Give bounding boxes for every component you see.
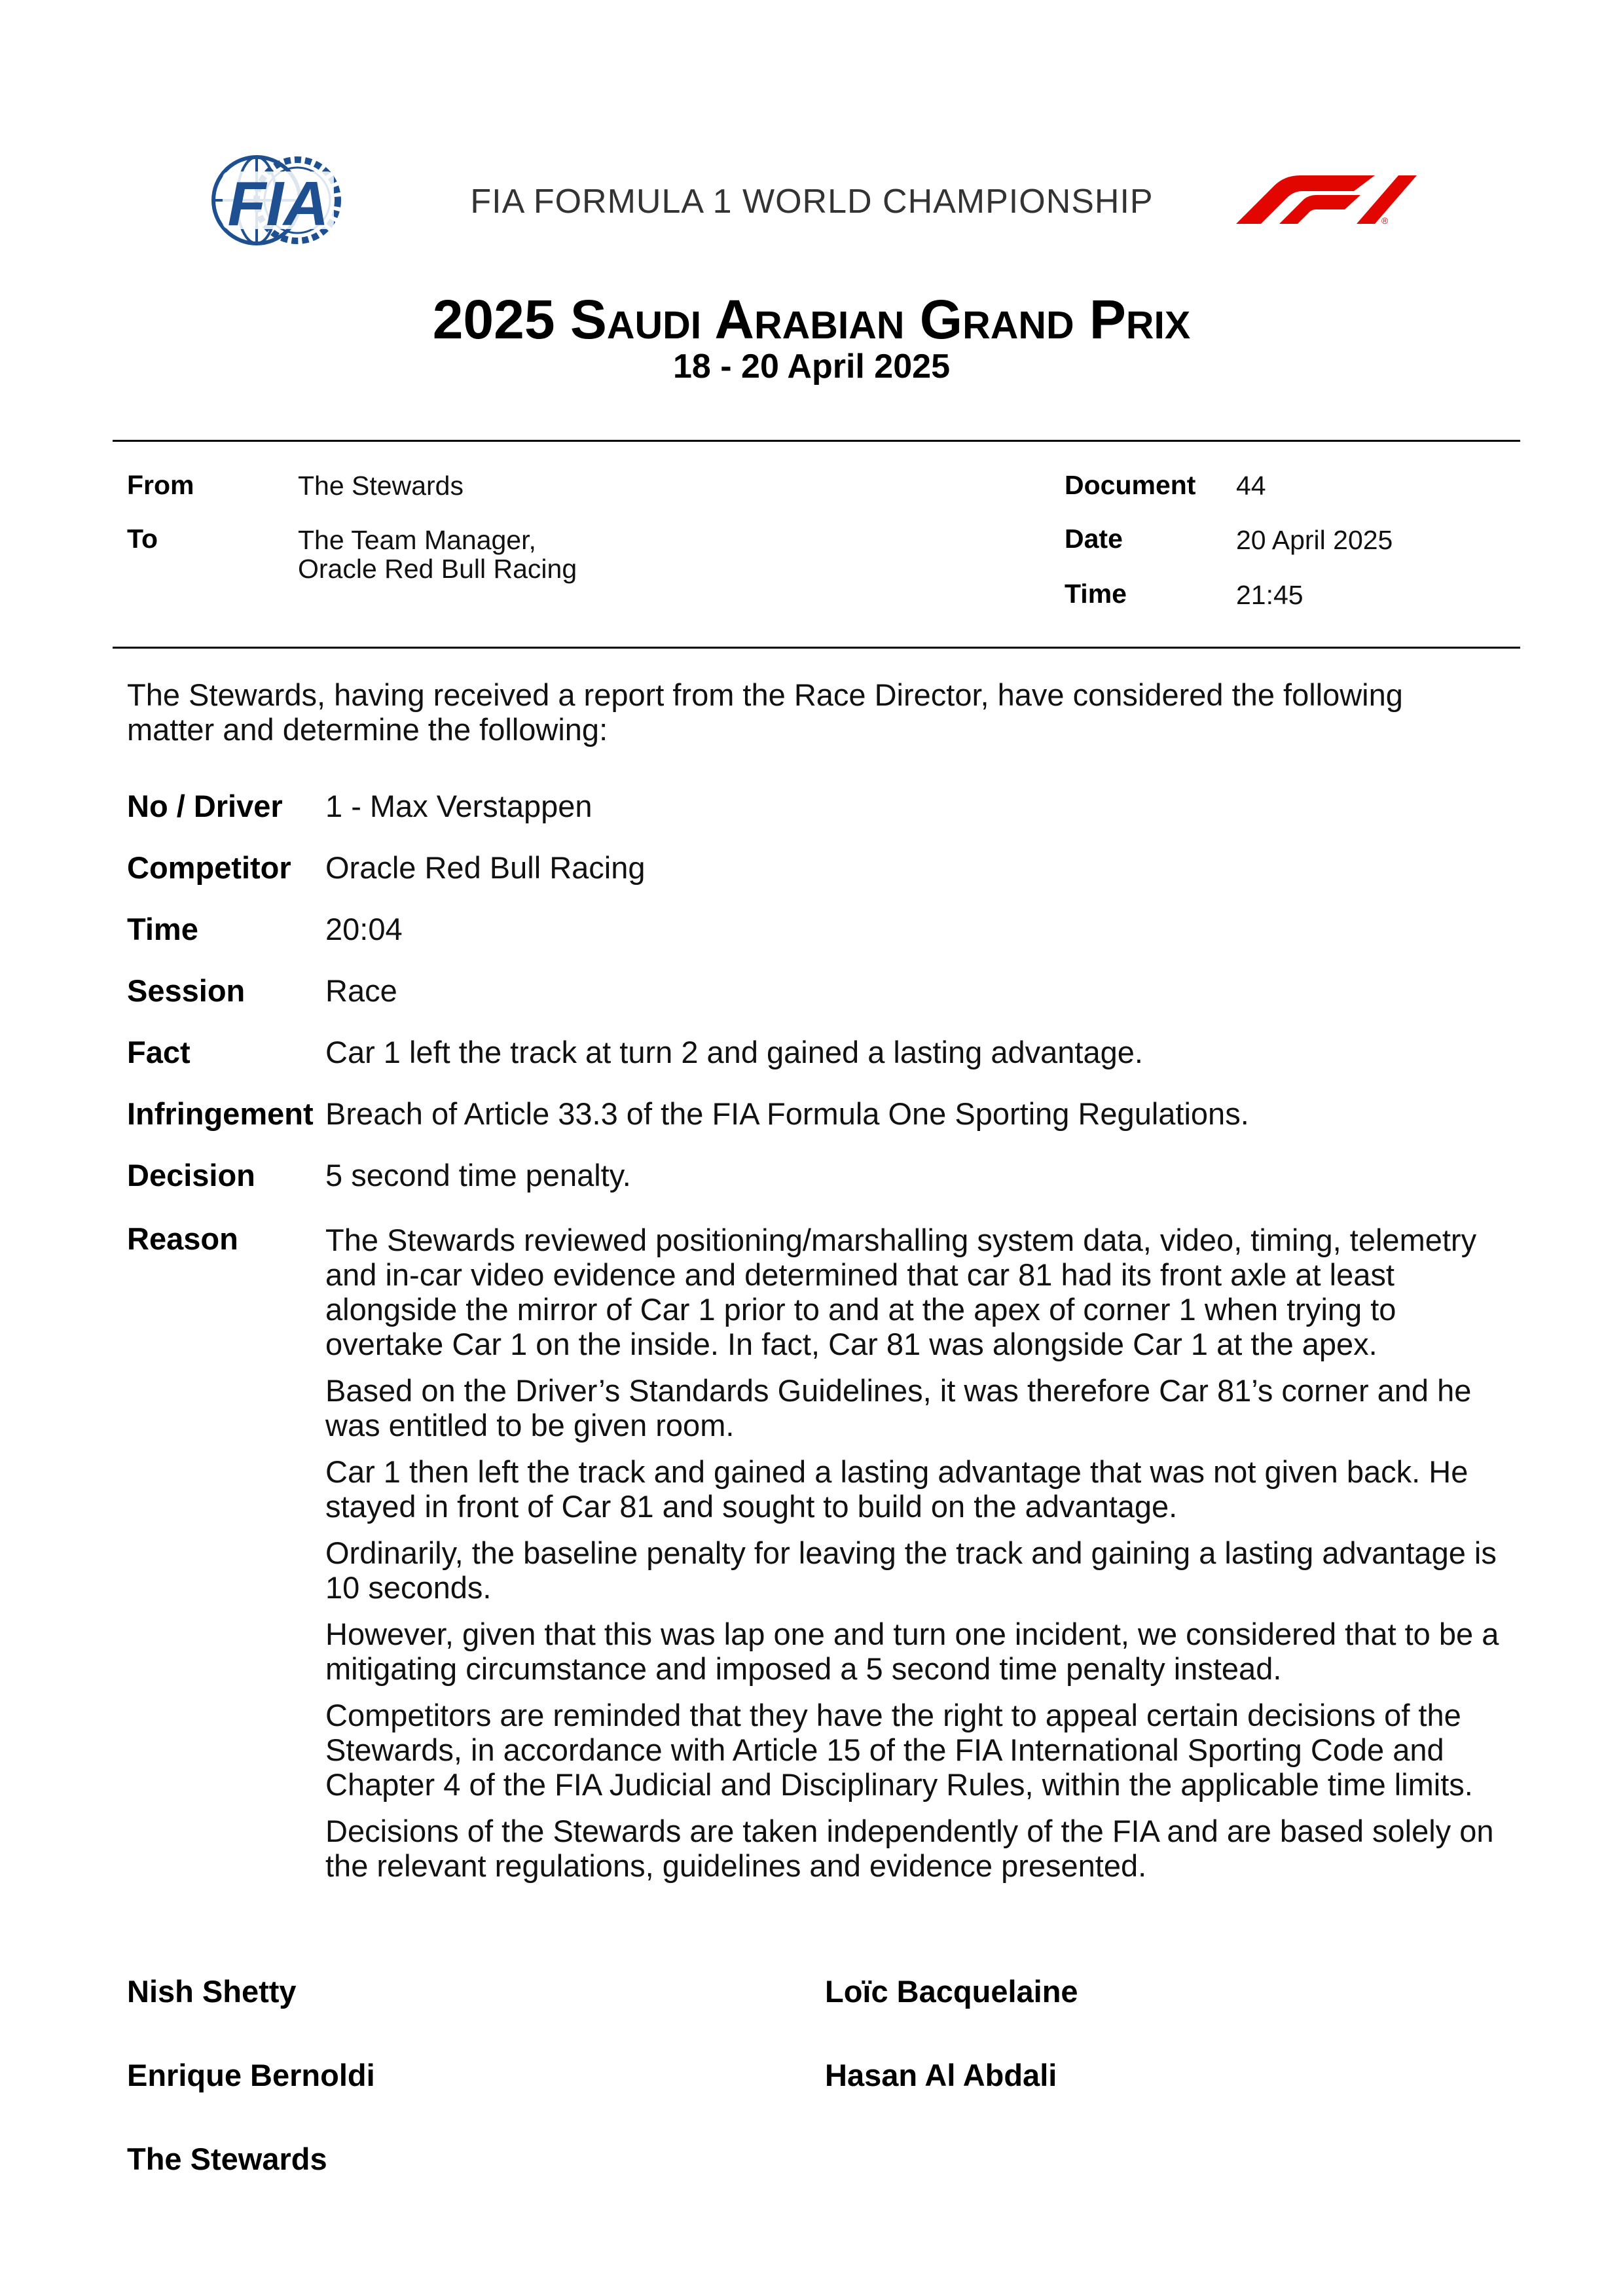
to-value	[298, 526, 577, 583]
decision-label: Decision	[127, 1158, 255, 1193]
stewards-footer: The Stewards	[127, 2142, 327, 2176]
document-value: 44	[1236, 471, 1266, 501]
date-label: Date	[1065, 524, 1123, 554]
fact-value: Car 1 left the track at turn 2 and gained a lasting advantage.	[325, 1035, 1143, 1069]
infringement-label: Infringement	[127, 1096, 314, 1131]
reason-paragraph: However, given that this was lap one and turn one incident, we considered that to be a mitigating circumstance and imposed a 5 second time penalty instead.	[325, 1617, 1499, 1686]
time-label: Time	[1065, 579, 1127, 609]
to-value-line2: Oracle Red Bull Racing	[298, 554, 577, 584]
to-label: To	[127, 524, 158, 554]
event-year: 2025	[432, 289, 555, 350]
date-value: 20 April 2025	[1236, 525, 1393, 555]
from-value: The Stewards	[298, 471, 464, 501]
event-name: Saudi Arabian Grand Prix	[570, 289, 1191, 350]
fact-label: Fact	[127, 1035, 191, 1069]
intro-text: The Stewards, having received a report from the Race Director, have considered the following matter and determine the following:	[127, 677, 1403, 747]
reason-paragraph: Decisions of the Stewards are taken independently of the FIA and are based solely on the relevant regulations, guidelines and evidence presented.	[325, 1814, 1494, 1883]
infringement-value: Breach of Article 33.3 of the FIA Formula One Sporting Regulations.	[325, 1096, 1249, 1131]
event-dates: 18 - 20 April 2025	[673, 348, 950, 386]
fia-logo	[208, 152, 347, 249]
incident-time-label: Time	[127, 912, 198, 946]
fia-logo-text: FIA	[227, 169, 329, 239]
session-value: Race	[325, 973, 397, 1008]
incident-time-value: 20:04	[325, 912, 403, 946]
f1-logo	[1223, 171, 1419, 226]
reason-paragraph: The Stewards reviewed positioning/marshalling system data, video, timing, telemetry and in-car video evidence and determined that car 81 had its front axle at least alongside the mirror of Car 1 prior to and at the apex of corner 1 when trying to overtake Car 1 on the inside. In fact, Car 81 was alongside Car 1 at the apex.	[325, 1223, 1477, 1361]
driver-value: 1 - Max Verstappen	[325, 789, 593, 823]
competitor-value: Oracle Red Bull Racing	[325, 850, 646, 885]
reason-text	[325, 1223, 1510, 1895]
signatory-1: Nish Shetty	[127, 1974, 297, 2009]
top-divider	[113, 440, 1520, 442]
reason-paragraph: Ordinarily, the baseline penalty for leaving the track and gaining a lasting advantage is 10 seconds.	[325, 1535, 1497, 1605]
to-value-line1: The Team Manager,	[298, 525, 536, 555]
document-label: Document	[1065, 470, 1196, 500]
signatory-3: Enrique Bernoldi	[127, 2058, 375, 2092]
time-value: 21:45	[1236, 580, 1304, 610]
reason-paragraph: Car 1 then left the track and gained a lasting advantage that was not given back. He stayed in front of Car 81 and sought to build on the advantage.	[325, 1454, 1468, 1524]
driver-label: No / Driver	[127, 789, 283, 823]
reason-label: Reason	[127, 1221, 238, 1256]
signatory-4: Hasan Al Abdali	[825, 2058, 1057, 2092]
reason-paragraph: Competitors are reminded that they have the right to appeal certain decisions of the Stewards, in accordance with Article 15 of the FIA International Sporting Code and Chapter 4 of the FIA Judicial and Disciplinary Rules, within the applicable time limits.	[325, 1698, 1473, 1802]
svg-text:®: ®	[1381, 215, 1389, 226]
signatory-2: Loïc Bacquelaine	[825, 1974, 1078, 2009]
reason-paragraph: Based on the Driver’s Standards Guidelines, it was therefore Car 81’s corner and he was entitled to be given room.	[325, 1373, 1472, 1443]
from-label: From	[127, 470, 194, 500]
session-label: Session	[127, 973, 246, 1008]
competitor-label: Competitor	[127, 850, 291, 885]
bottom-divider	[113, 647, 1520, 649]
decision-value: 5 second time penalty.	[325, 1158, 631, 1193]
event-title	[0, 288, 1623, 351]
championship-title: FIA FORMULA 1 WORLD CHAMPIONSHIP	[470, 183, 1154, 221]
